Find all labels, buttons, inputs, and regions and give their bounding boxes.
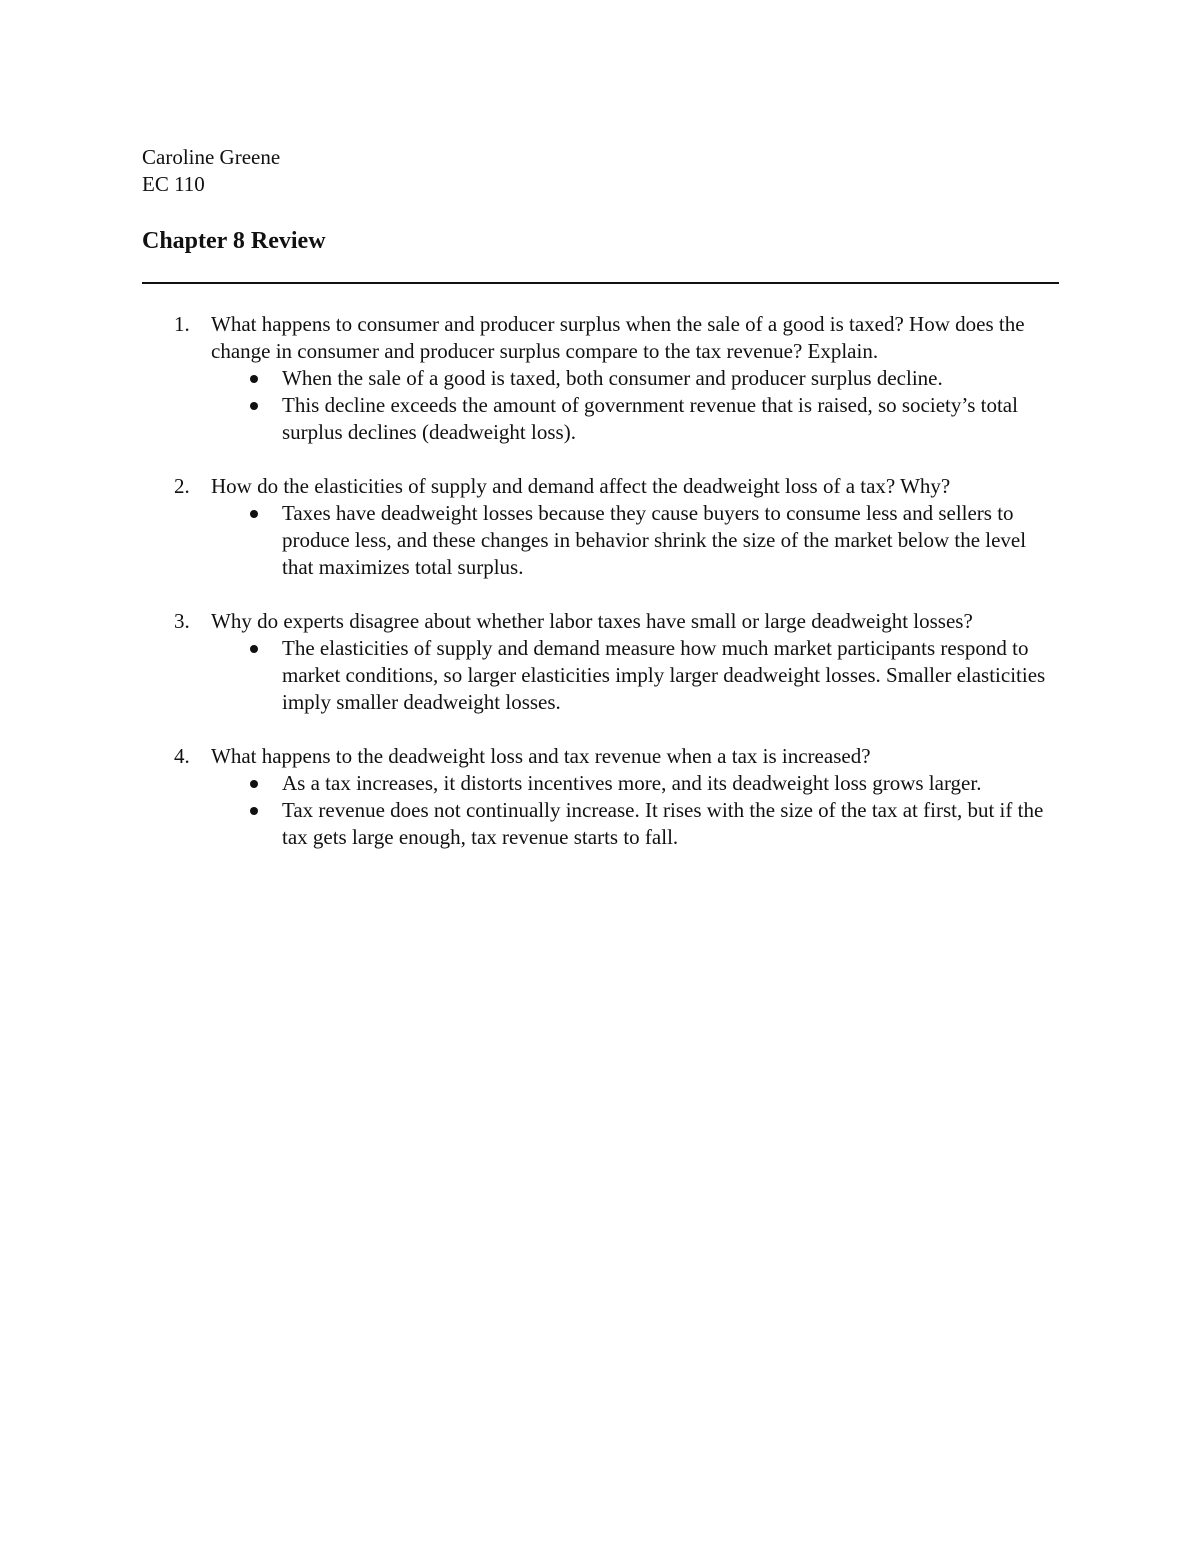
author-name: Caroline Greene — [142, 145, 281, 169]
bullet-icon — [250, 402, 258, 410]
question-list — [142, 311, 1082, 878]
bullet-icon — [250, 780, 258, 788]
answer-item — [282, 365, 1062, 392]
answer-item — [282, 797, 1062, 851]
question-text: What happens to the deadweight loss and tax revenue when a tax is increased? — [211, 744, 871, 768]
course-code: EC 110 — [142, 172, 205, 196]
answer-list — [142, 635, 1082, 716]
question-text: What happens to consumer and producer surplus when the sale of a good is taxed? How does the change in consumer and producer surplus compare to the tax revenue? Explain. — [211, 312, 1025, 363]
answer-text: When the sale of a good is taxed, both consumer and producer surplus decline. — [282, 366, 943, 390]
bullet-icon — [250, 645, 258, 653]
answer-list — [142, 770, 1082, 851]
answer-item — [282, 500, 1062, 581]
answer-list — [142, 500, 1082, 581]
question-text: Why do experts disagree about whether labor taxes have small or large deadweight losses? — [211, 609, 973, 633]
answer-item — [282, 770, 1062, 797]
answer-text: Taxes have deadweight losses because they cause buyers to consume less and sellers to produce less, and these changes in behavior shrink the size of the market below the level that maximizes total surplus. — [282, 501, 1027, 579]
answer-text: Tax revenue does not continually increase. It rises with the size of the tax at first, but if the tax gets large enough, tax revenue starts to fall. — [282, 798, 1044, 849]
question-number: 3. — [174, 609, 190, 633]
bullet-icon — [250, 807, 258, 815]
answer-text: As a tax increases, it distorts incentives more, and its deadweight loss grows larger. — [282, 771, 982, 795]
question-item — [142, 473, 1082, 581]
answer-text: This decline exceeds the amount of government revenue that is raised, so society’s total surplus declines (deadweight loss). — [282, 393, 1018, 444]
answer-list — [142, 365, 1082, 446]
question-text: How do the elasticities of supply and demand affect the deadweight loss of a tax? Why? — [211, 474, 951, 498]
answer-text: The elasticities of supply and demand measure how much market participants respond to market conditions, so larger elasticities imply larger deadweight losses. Smaller elasticities imply smaller deadweight losses. — [282, 636, 1046, 714]
bullet-icon — [250, 510, 258, 518]
question-number: 1. — [174, 312, 190, 336]
question-number: 2. — [174, 474, 190, 498]
answer-item — [282, 392, 1062, 446]
question-item — [142, 743, 1082, 851]
question-item — [142, 608, 1082, 716]
answer-item — [282, 635, 1062, 716]
question-item — [142, 311, 1082, 446]
document-title: Chapter 8 Review — [142, 228, 326, 254]
question-number: 4. — [174, 744, 190, 768]
bullet-icon — [250, 375, 258, 383]
title-divider — [142, 282, 1059, 284]
